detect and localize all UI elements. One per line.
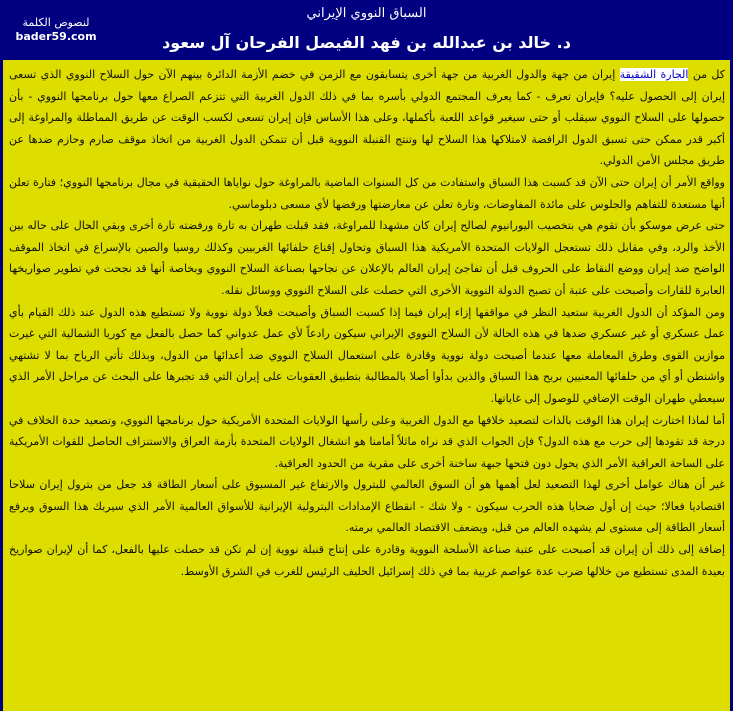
- paragraph-1-start: كل من: [692, 68, 725, 81]
- paragraph-5: أما لماذا اختارت إيران هذا الوقت بالذات لتصعيد خلافها مع الدول الغربية وعلى رأسها الولايات المتحدة الأمريكية حول برنامجها النووي، وتصعيد حدة الخلاف في درجة قد تقودها إلى حرب مع هذه الدول؟ فإن الجواب الذي قد نراه ماثلاً أمامنا هو انشغال الولايات المتحدة بأزمة العراق والاستنزاف الحاصل للقوات الأمريكية على الساحة العراقية الأمر الذي يحول دون فتحها جبهة ساخنة أخرى على مقربة من الحدود العراقية.: [9, 413, 725, 470]
- author-name: د. خالد بن عبدالله بن فهد الفيصل الفرحان آل سعود: [162, 33, 571, 52]
- article-body: [3, 60, 730, 711]
- highlighted-link[interactable]: الجارة الشقيقة: [619, 68, 689, 81]
- paragraph-3: حتى عرض موسكو بأن تقوم هي بتخصيب اليورانيوم لصالح إيران كان مشهدا للمراوغة، فقد قبلت طهران به تارة ورفضته تارة أخرى وبقي الحال على حاله بين الأخذ والرد، وفي مقابل ذلك تستعجل الولايات المتحدة الأمريكية هذا السباق وتحاول إقناع حلفائها الغربيين وكذلك روسيا والصين بالإسراع في اتخاذ الموقف الواضح ضد إيران ووضع النقاط على الحروف قبل أن تفاجئ إيران العالم بالإعلان عن نجاحها بصناعة السلاح النووي وبخاصة أنها قد نجحت في تطوير صواريخها العابرة للقارات وأصبحت على عتبة أن تصبح الدولة النووية الأخرى التي حصلت على السلاح النووي ووسائل نقله.: [9, 219, 725, 297]
- site-label: لنصوص الكلمة: [22, 16, 90, 29]
- site-branding[interactable]: [10, 16, 102, 44]
- paragraph-1-rest: إيران من جهة والدول الغربية من جهة أخرى يتسابقون مع الزمن في خضم الأزمة الدائرة بينهم الآن حول السلاح النووي الذي تسعى إيران إلى الحصول عليه؟ فإيران تعرف - كما يعرف المجتمع الدولي بأسره بما في ذلك الدول الغربية التي تتزعم الصراع معها حول برنامجها النووي - بأن حصولها على السلاح النووي سيقلب أو حتى سيغير قواعد اللعبة بأكملها، وعلى هذا الأساس فإن إيران تسعى لكسب الوقت عن طريق المماطلة والمراوغة إلى أكبر قدر ممكن حتى تسبق الدول الرافضة لامتلاكها هذا السلاح لها وتنتج القنبلة النووية قبل أن تتمكن الدول الغربية من اتخاذ موقف صارم وحازم ضدها عن طريق مجلس الأمن الدولي.: [9, 68, 725, 168]
- site-url[interactable]: bader59.com: [15, 30, 97, 43]
- paragraph-7: إضافة إلى ذلك أن إيران قد أصبحت على عتبة صناعة الأسلحة النووية وقادرة على إنتاج قنبلة نووية إن لم تكن قد حصلت عليها بالفعل، كما أن لإيران صواريخ بعيدة المدى تستطيع من خلالها ضرب عدة عواصم غربية بما في ذلك إسرائيل الحليف الرئيس للغرب في الشرق الأوسط.: [9, 543, 725, 578]
- article-title: السباق النووي الإيراني: [306, 6, 427, 21]
- article-text: [3, 60, 730, 582]
- header: [0, 0, 733, 60]
- paragraph-2: وواقع الأمر أن إيران حتى الآن قد كسبت هذا السباق واستفادت من كل السنوات الماضية بالمراوغة حول نواياها الحقيقية في مجال برنامجها النووي؛ فتارة تعلن أنها مستعدة للتفاهم والجلوس على مائدة المفاوضات، وتارة تعلن عن معارضتها ورفضها لأي مسعى دبلوماسي.: [9, 175, 725, 211]
- paragraph-4: ومن المؤكد أن الدول الغربية ستعيد النظر في مواقفها إزاء إيران فيما إذا كسبت السباق وأصبحت فعلاً دولة نووية ولا تستطيع هذه الدول عند ذلك القيام بأي عمل عسكري أو غير عسكري ضدها في هذه الحالة لأن السلاح النووي الإيراني سيكون رادعاً لأي عمل عدواني كما حصل بالفعل مع كوريا الشمالية التي غيرت موازين القوى وطرق المعاملة معها عندما أصبحت دولة نووية وقادرة على استعمال السلاح النووي ضد أعدائها من الدول، وبذلك تأتي الرياح بما لا تشتهي واشنطن أو أي من حلفائها المعنيين بربح هذا السباق والذين بدأوا أصلا بالمطالبة بتطبيق العقوبات على إيران التي قد تجبرها على البحث عن مراحل الأمر الذي سيعطي طهران الوقت الإضافي للوصول إلى غاياتها.: [9, 305, 725, 405]
- paragraph-6: غير أن هناك عوامل أخرى لهذا التصعيد لعل أهمها هو أن السوق العالمي للبترول والارتفاع غير المسبوق على أسعار الطاقة قد جعل من بترول إيران سلاحا اقتصاديا فعالا؛ حيث إن أول ضحايا هذه الحرب سيكون - ولا شك - انقطاع الإمدادات البترولية الإيرانية للأسواق العالمية الأمر الذي سيربك هذا السوق ويرفع أسعار الطاقة إلى مستوى لم يشهده العالم من قبل، ويضعف الاقتصاد العالمي برمته.: [9, 478, 725, 535]
- paragraph-1: [9, 64, 725, 172]
